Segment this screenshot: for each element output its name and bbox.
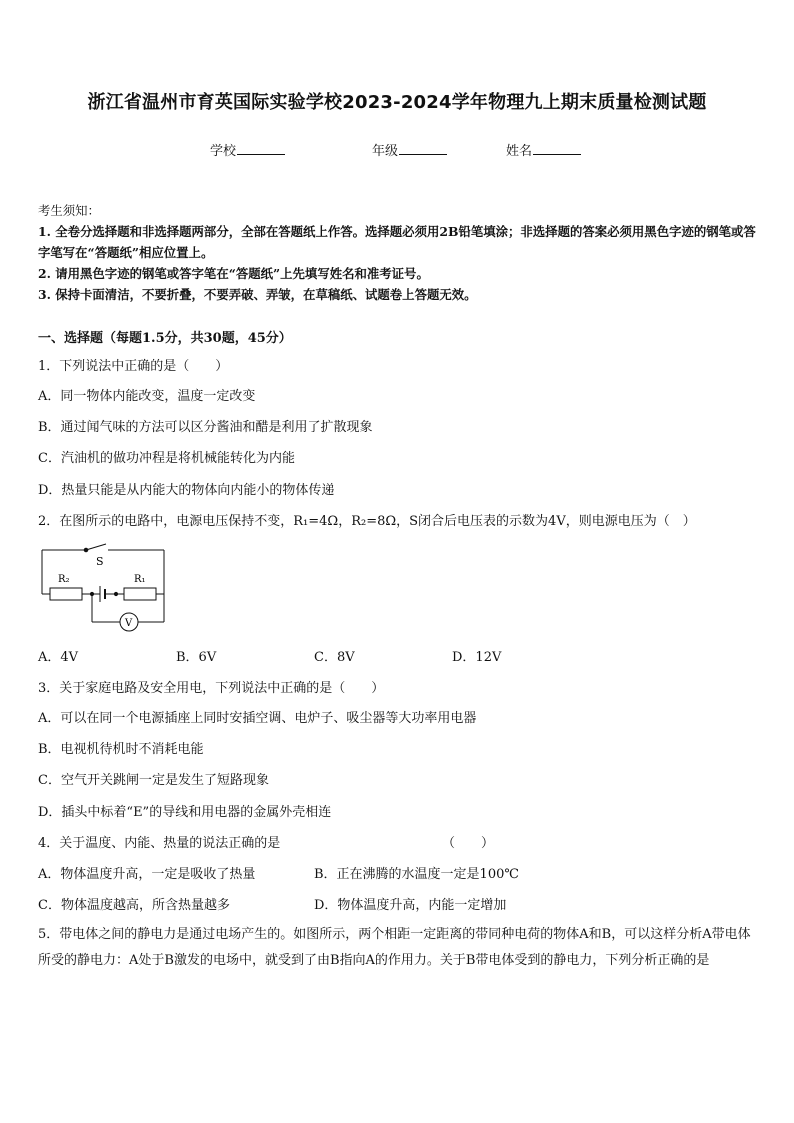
q3-option-d: D．插头中标着“E”的导线和用电器的金属外壳相连 <box>38 805 332 820</box>
grade-blank[interactable] <box>399 144 447 155</box>
q2-option-a: A．4V <box>38 650 79 665</box>
q1-option-b: B．通过闻气味的方法可以区分酱油和醋是利用了扩散现象 <box>38 420 373 435</box>
school-label: 学校 <box>210 144 237 159</box>
q1-option-c: C．汽油机的做功冲程是将机械能转化为内能 <box>38 451 295 466</box>
q3-option-a: A．可以在同一个电源插座上同时安插空调、电炉子、吸尘器等大功率用电器 <box>38 711 477 726</box>
q4-option-a: A．物体温度升高，一定是吸收了热量 <box>38 867 256 882</box>
name-field[interactable] <box>506 140 581 159</box>
q2-stem: 2．在图所示的电路中，电源电压保持不变，R₁=4Ω，R₂=8Ω，S闭合后电压表的示数为4V，则电源电压为（ ） <box>38 514 696 529</box>
section-heading: 一、选择题（每题1.5分，共30题，45分） <box>38 331 292 346</box>
resistor-r1 <box>124 588 156 600</box>
q4-option-b: B．正在沸腾的水温度一定是100℃ <box>314 867 519 882</box>
r2-label: R₂ <box>58 574 70 585</box>
q4-stem: 4．关于温度、内能、热量的说法正确的是 <box>38 836 281 851</box>
q1-stem: 1．下列说法中正确的是（ ） <box>38 359 229 374</box>
notice-item-2: 2. 请用黑色字迹的钢笔或答字笔在“答题纸”上先填写姓名和准考证号。 <box>38 266 429 281</box>
notice-heading: 考生须知： <box>38 203 100 218</box>
switch-blade <box>86 544 106 550</box>
circuit-diagram <box>38 542 178 634</box>
q3-option-c: C．空气开关跳闸一定是发生了短路现象 <box>38 773 269 788</box>
q2-option-c: C．8V <box>314 650 355 665</box>
q4-answer-paren: （ ） <box>442 836 495 851</box>
q1-option-d: D．热量只能是从内能大的物体向内能小的物体传递 <box>38 483 335 498</box>
q3-stem: 3．关于家庭电路及安全用电，下列说法中正确的是（ ） <box>38 681 385 696</box>
grade-field[interactable] <box>372 140 447 159</box>
grade-label: 年级 <box>372 144 399 159</box>
resistor-r2 <box>50 588 82 600</box>
exam-notice <box>38 200 760 305</box>
q3-option-b: B．电视机待机时不消耗电能 <box>38 742 204 757</box>
q5-stem: 5．带电体之间的静电力是通过电场产生的。如图所示，两个相距一定距离的带同种电荷的物体A和B，可以这样分析A带电体所受的静电力：A处于B激发的电场中，就受到了由B指向A的作用力。关于B带电体受到的静电力，下列分析正确的是 <box>38 927 751 968</box>
name-label: 姓名 <box>506 144 533 159</box>
notice-item-3: 3. 保持卡面清洁，不要折叠，不要弄破、弄皱，在草稿纸、试题卷上答题无效。 <box>38 287 477 302</box>
notice-item-1: 1. 全卷分选择题和非选择题两部分，全部在答题纸上作答。选择题必须用2B铅笔填涂；非选择题的答案必须用黑色字迹的钢笔或答字笔写在“答题纸”相应位置上。 <box>38 224 756 260</box>
junction-right <box>114 592 117 595</box>
page-title: 浙江省温州市育英国际实验学校2023-2024学年物理九上期末质量检测试题 <box>87 92 707 113</box>
school-blank[interactable] <box>237 144 285 155</box>
q1-option-a: A．同一物体内能改变，温度一定改变 <box>38 389 256 404</box>
q2-option-b: B．6V <box>176 650 217 665</box>
name-blank[interactable] <box>533 144 581 155</box>
q2-option-d: D．12V <box>452 650 502 665</box>
voltmeter-label: V <box>125 618 133 629</box>
q4-option-d: D．物体温度升高，内能一定增加 <box>314 898 507 913</box>
q4-option-c: C．物体温度越高，所含热量越多 <box>38 898 230 913</box>
school-field[interactable] <box>210 140 285 159</box>
r1-label: R₁ <box>134 574 146 585</box>
switch-label: S <box>96 555 104 568</box>
